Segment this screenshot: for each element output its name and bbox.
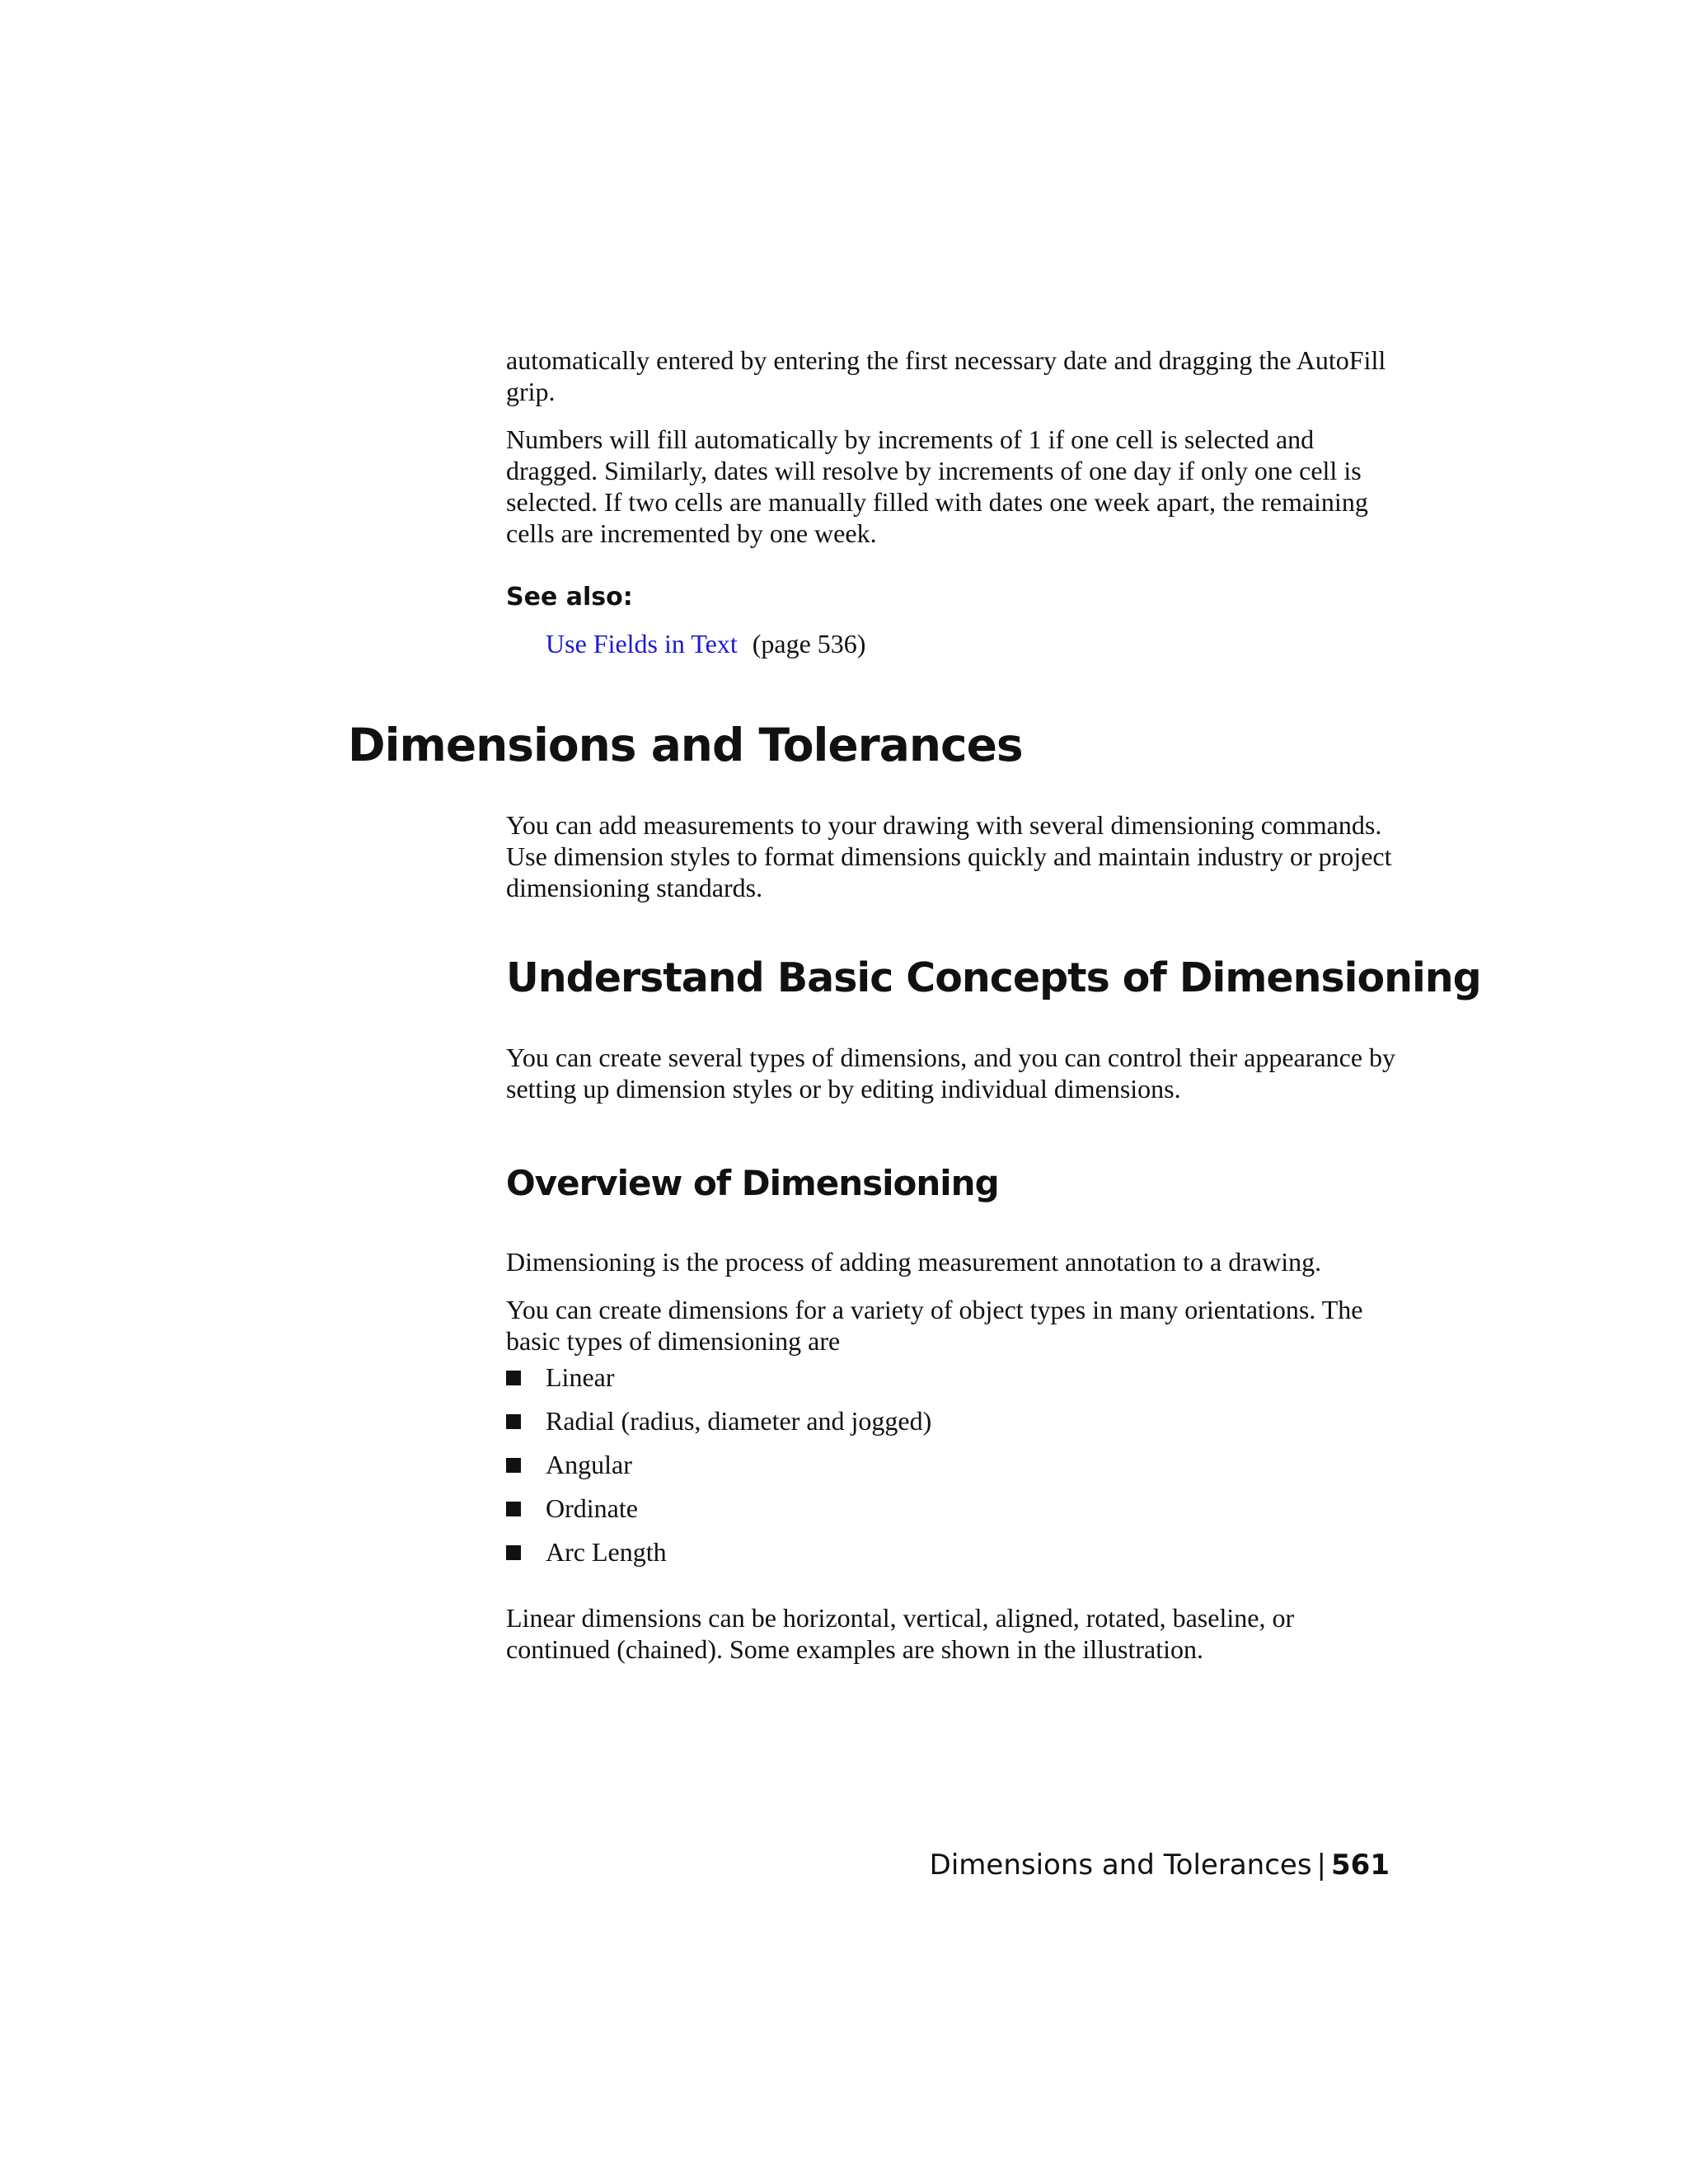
list-item (506, 1449, 931, 1493)
page-number: 561 (1331, 1849, 1390, 1882)
list-item-text: Angular (546, 1450, 632, 1479)
overview-para2: You can create dimensions for a variety of object types in many orientations. The basic types of dimensioning are (506, 1295, 1363, 1356)
bullet-square-icon (506, 1414, 521, 1429)
bullet-square-icon (506, 1502, 521, 1516)
subsection-title: Understand Basic Concepts of Dimensioning (506, 954, 1481, 1001)
dimension-types-list (506, 1361, 931, 1580)
list-item-text: Arc Length (546, 1537, 667, 1567)
overview-title: Overview of Dimensioning (506, 1163, 999, 1203)
list-item (506, 1536, 931, 1580)
bullet-square-icon (506, 1458, 521, 1473)
continued-paragraph: automatically entered by entering the first necessary date and dragging the AutoFill grip. (506, 345, 1386, 406)
intro-block (506, 344, 1396, 549)
section-title: Dimensions and Tolerances (348, 719, 1023, 771)
footer-separator: | (1316, 1849, 1327, 1882)
see-also-reference (546, 628, 1436, 659)
overview-para3: Linear dimensions can be horizontal, vertical, aligned, rotated, baseline, or continued (chained). Some examples are shown in the illustration. (506, 1603, 1295, 1664)
see-also-page-ref: (page 536) (752, 629, 866, 658)
section-intro: You can add measurements to your drawing with several dimensioning commands. Use dimension styles to format dimensions quickly and maintain industry or project dimensioning standards. (506, 810, 1392, 902)
footer-section-name: Dimensions and Tolerances (929, 1849, 1312, 1882)
bullet-square-icon (506, 1371, 521, 1385)
list-item-text: Ordinate (546, 1493, 638, 1523)
numbers-paragraph: Numbers will fill automatically by increments of 1 if one cell is selected and dragged. Similarly, dates will resolve by increments of one day if only one cell is selected. If two cells are manually filled with dates one week apart, the remaining cells are incremented by one week. (506, 424, 1368, 548)
list-item (506, 1405, 931, 1449)
list-item (506, 1361, 931, 1405)
overview-para1: Dimensioning is the process of adding measurement annotation to a drawing. (506, 1247, 1322, 1277)
see-also-link[interactable]: Use Fields in Text (546, 629, 738, 658)
list-item-text: Linear (546, 1362, 615, 1392)
see-also-heading: See also: (506, 583, 633, 612)
bullet-square-icon (506, 1545, 521, 1560)
page-footer (930, 1849, 1390, 1882)
list-item (506, 1493, 931, 1536)
subsection-intro: You can create several types of dimensions, and you can control their appearance by setting up dimension styles or by editing individual dimensions. (506, 1043, 1396, 1104)
list-item-text: Radial (radius, diameter and jogged) (546, 1406, 932, 1436)
